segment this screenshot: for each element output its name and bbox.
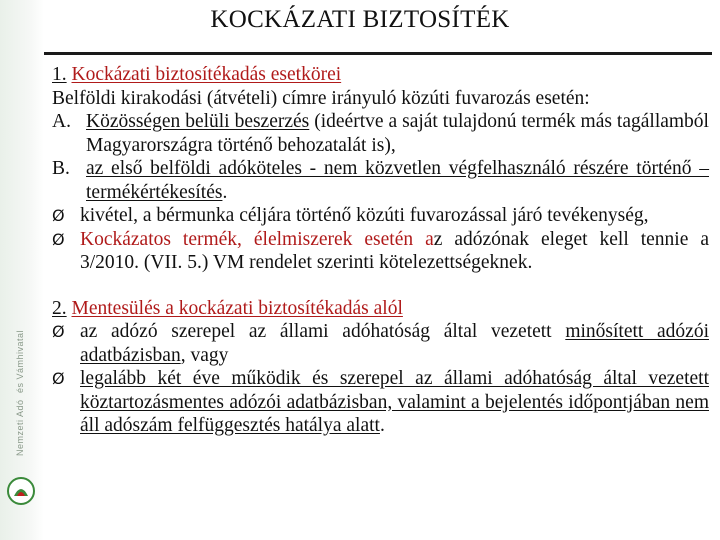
qualified-db-text-after: , vagy	[180, 344, 229, 366]
agency-name-vertical	[8, 318, 32, 468]
section2-title: Mentesülés a kockázati biztosítékadás alól	[71, 297, 403, 319]
section2-heading	[52, 297, 709, 321]
arrow-bullet-icon: Ø	[52, 369, 65, 388]
agency-name-line1: Nemzeti Adó	[15, 399, 25, 456]
agency-name-line2: és Vámhivatal	[15, 330, 25, 394]
exception-bullet	[52, 204, 709, 228]
section1-intro: Belföldi kirakodási (átvételi) címre irányuló közúti fuvarozás esetén:	[52, 87, 590, 109]
section1-heading	[52, 63, 709, 87]
section1-title: Kockázati biztosítékadás esetkörei	[71, 64, 342, 85]
qualified-db-bullet	[52, 320, 709, 367]
item-b	[52, 157, 709, 204]
item-b-body	[86, 157, 709, 204]
title-divider	[44, 52, 712, 55]
risky-product-highlight: Kockázatos termék, élelmiszerek esetén a	[80, 228, 434, 250]
agency-logo-icon	[6, 476, 36, 506]
item-b-text: .	[222, 181, 228, 203]
item-a	[52, 110, 709, 157]
item-b-term: az első belföldi adóköteles - nem közvetlen végfelhasználó részére történő – termékértékesítés	[86, 158, 709, 203]
arrow-bullet-icon: Ø	[52, 229, 65, 249]
item-a-term: Közösségen belüli beszerzés	[86, 111, 310, 132]
qualified-db-text-before: az adózó szerepel az állami adóhatóság által vezetett	[80, 321, 566, 342]
risky-product-body	[80, 228, 709, 275]
page-title: KOCKÁZATI BIZTOSÍTÉK	[210, 6, 510, 33]
risky-product-text: z adózónak eleget kell tennie a 3/2010. (VII. 5.) VM rendelet szerinti kötelezettségeknek.	[80, 228, 709, 273]
debt-free-body	[80, 367, 709, 438]
arrow-bullet-icon: Ø	[52, 322, 65, 341]
arrow-bullet-icon: Ø	[52, 206, 65, 225]
qualified-db-term: minősített adózói adatbázisban	[80, 321, 709, 366]
debt-free-text: .	[379, 415, 385, 436]
item-a-text: (ideértve a saját tulajdonú termék más tagállamból Magyarországra történő behozatalát is),	[86, 111, 709, 156]
document-body	[52, 63, 709, 438]
section2-number: 2.	[52, 297, 67, 319]
sidebar-strip	[0, 0, 44, 540]
item-a-body	[86, 110, 709, 157]
debt-free-bullet	[52, 367, 709, 438]
debt-free-term: legalább két éve működik és szerepel az állami adóhatóság által vezetett köztartozásmentes adózói adatbázisban, valamint a bejelentés időpontjában nem áll adószám felfüggesztés hatálya alatt	[80, 368, 709, 436]
risky-product-bullet	[52, 228, 709, 275]
exception-text: kivétel, a bérmunka céljára történő közúti fuvarozással járó tevékenység,	[80, 205, 649, 226]
item-a-marker: A.	[52, 111, 71, 132]
section1-number: 1.	[52, 64, 67, 85]
qualified-db-body	[80, 320, 709, 367]
item-b-marker: B.	[52, 158, 70, 179]
